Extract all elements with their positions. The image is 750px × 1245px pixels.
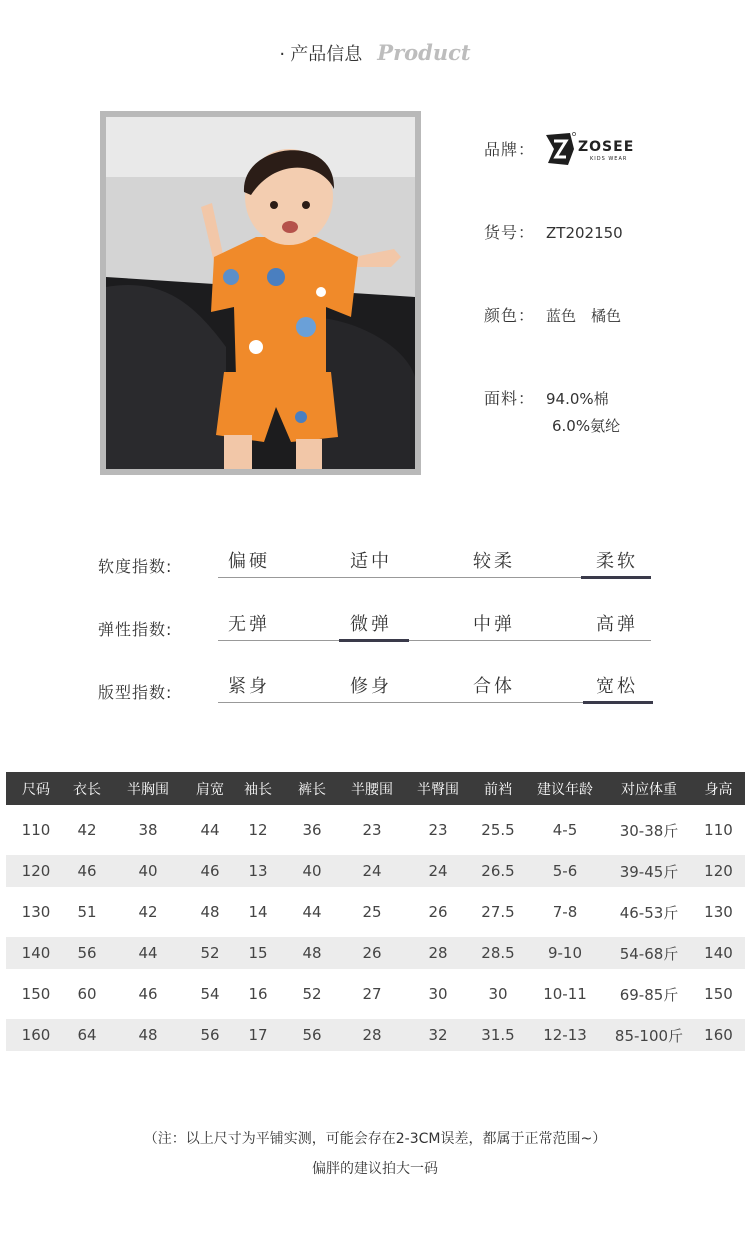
color-value: 蓝色 橘色 (546, 307, 622, 325)
cell-length: 46 (77, 862, 97, 880)
cell-sleeve: 13 (248, 862, 268, 880)
cell-rise: 27.5 (481, 903, 515, 921)
fabric-row (484, 386, 609, 409)
cell-half-chest: 44 (138, 944, 158, 962)
cell-shoulder: 56 (200, 1026, 220, 1044)
product-photo-frame (100, 111, 421, 475)
brand-row (484, 137, 546, 160)
fit-option-2: 修身 (350, 676, 392, 697)
cell-half-waist: 24 (362, 862, 382, 880)
cell-sleeve: 17 (248, 1026, 268, 1044)
fit-option-4: 宽松 (596, 676, 638, 697)
elasticity-selected-marker (339, 639, 409, 642)
table-row (6, 1019, 745, 1051)
cell-weight: 54-68斤 (619, 944, 679, 963)
sku-row (484, 220, 623, 243)
cell-size: 120 (21, 862, 51, 880)
fit-option-3: 合体 (473, 676, 515, 697)
cell-half-hip: 23 (428, 821, 448, 839)
cell-height: 160 (704, 1026, 733, 1044)
cell-age: 10-11 (543, 985, 587, 1003)
cell-age: 12-13 (543, 1026, 587, 1044)
cell-sleeve: 15 (248, 944, 268, 962)
fit-label: 版型指数: (98, 683, 173, 702)
cell-half-hip: 32 (428, 1026, 448, 1044)
softness-label: 软度指数: (98, 557, 173, 576)
table-row (6, 969, 745, 1019)
cell-half-chest: 38 (138, 821, 158, 839)
cell-age: 7-8 (552, 903, 578, 921)
softness-option-4: 柔软 (596, 551, 638, 572)
cell-shoulder: 54 (200, 985, 220, 1003)
elasticity-option-3: 中弹 (473, 614, 515, 635)
table-header-row (6, 772, 745, 805)
cell-half-hip: 30 (428, 985, 448, 1003)
fit-selected-marker (583, 701, 653, 704)
table-row (6, 805, 745, 855)
cell-half-hip: 26 (428, 903, 448, 921)
cell-half-hip: 28 (428, 944, 448, 962)
cell-half-waist: 23 (362, 821, 382, 839)
cell-size: 140 (21, 944, 51, 962)
fit-option-1: 紧身 (228, 676, 270, 697)
cell-size: 150 (21, 985, 51, 1003)
sku-label: 货号： (484, 223, 536, 242)
cell-shoulder: 46 (200, 862, 220, 880)
cell-half-waist: 26 (362, 944, 382, 962)
elasticity-option-4: 高弹 (596, 614, 638, 635)
header-half-hip: 半臀围 (417, 781, 459, 798)
elasticity-option-2: 微弹 (350, 614, 392, 635)
table-row (6, 855, 745, 887)
cell-half-chest: 48 (138, 1026, 158, 1044)
header-rise: 前裆 (484, 781, 512, 798)
cell-length: 56 (77, 944, 97, 962)
cell-pants-length: 56 (302, 1026, 322, 1044)
elasticity-option-1: 无弹 (228, 614, 270, 635)
softness-option-1: 偏硬 (228, 551, 270, 572)
fabric-row-2 (552, 415, 620, 436)
cell-half-chest: 42 (138, 903, 158, 921)
header-height: 身高 (704, 781, 733, 798)
cell-rise: 31.5 (481, 1026, 515, 1044)
brand-subtitle: KIDS WEAR (590, 156, 628, 162)
cell-weight: 85-100斤 (614, 1026, 684, 1045)
product-photo (106, 117, 415, 469)
size-table (6, 772, 745, 1051)
table-row (6, 887, 745, 937)
cell-height: 150 (704, 985, 733, 1003)
section-header (0, 40, 750, 70)
header-length: 衣长 (73, 781, 101, 798)
cell-length: 64 (77, 1026, 97, 1044)
cell-weight: 39-45斤 (619, 862, 679, 881)
cell-height: 120 (704, 862, 733, 880)
cell-pants-length: 44 (302, 903, 322, 921)
cell-sleeve: 12 (248, 821, 268, 839)
measurement-note: （注：以上尺寸为平铺实测，可能会存在2-3CM误差，都属于正常范围~） (143, 1131, 607, 1147)
header-title-zh: 产品信息 (290, 44, 363, 65)
cell-half-waist: 28 (362, 1026, 382, 1044)
child-photo-illustration (106, 117, 415, 469)
header-title-en: Product (377, 40, 471, 65)
cell-pants-length: 40 (302, 862, 322, 880)
cell-sleeve: 16 (248, 985, 268, 1003)
header-half-chest: 半胸围 (127, 781, 169, 798)
cell-half-hip: 24 (428, 862, 448, 880)
cell-length: 51 (77, 903, 97, 921)
cell-weight: 46-53斤 (619, 903, 679, 922)
cell-length: 60 (77, 985, 97, 1003)
elasticity-scale-line (218, 640, 651, 641)
cell-pants-length: 52 (302, 985, 322, 1003)
elasticity-label: 弹性指数: (98, 620, 173, 639)
cell-rise: 26.5 (481, 862, 515, 880)
cell-rise: 30 (488, 985, 508, 1003)
softness-option-3: 较柔 (473, 551, 515, 572)
cell-half-chest: 40 (138, 862, 158, 880)
cell-age: 4-5 (552, 821, 578, 839)
brand-label: 品牌： (484, 140, 536, 159)
cell-pants-length: 36 (302, 821, 322, 839)
cell-weight: 30-38斤 (619, 821, 679, 840)
cell-size: 160 (21, 1026, 51, 1044)
header-size: 尺码 (22, 781, 50, 798)
softness-selected-marker (581, 576, 651, 579)
fabric-line-2: 6.0%氨纶 (552, 417, 621, 435)
cell-height: 110 (704, 821, 733, 839)
header-weight: 对应体重 (621, 781, 677, 798)
cell-rise: 25.5 (481, 821, 515, 839)
cell-weight: 69-85斤 (619, 985, 679, 1004)
cell-height: 130 (704, 903, 733, 921)
fabric-line-1: 94.0%棉 (546, 390, 609, 408)
cell-shoulder: 48 (200, 903, 220, 921)
header-pants-length: 裤长 (298, 781, 326, 798)
header-sleeve: 袖长 (244, 781, 272, 798)
softness-option-2: 适中 (350, 551, 392, 572)
cell-length: 42 (77, 821, 97, 839)
cell-half-waist: 27 (362, 985, 382, 1003)
cell-shoulder: 44 (200, 821, 220, 839)
header-shoulder: 肩宽 (196, 781, 224, 798)
color-label: 颜色： (484, 306, 536, 325)
cell-half-waist: 25 (362, 903, 382, 921)
table-row (6, 937, 745, 969)
cell-age: 5-6 (552, 862, 578, 880)
cell-age: 9-10 (547, 944, 583, 962)
cell-size: 130 (21, 903, 51, 921)
sku-value: ZT202150 (546, 224, 623, 242)
header-age: 建议年龄 (537, 781, 593, 798)
cell-pants-length: 48 (302, 944, 322, 962)
size-advice-note: 偏胖的建议拍大一码 (312, 1161, 438, 1177)
cell-half-chest: 46 (138, 985, 158, 1003)
brand-name: ZOSEE (578, 139, 635, 155)
cell-height: 140 (704, 944, 733, 962)
cell-size: 110 (21, 821, 51, 839)
cell-rise: 28.5 (481, 944, 515, 962)
header-half-waist: 半腰围 (351, 781, 393, 798)
cell-sleeve: 14 (248, 903, 268, 921)
header-dot: · (279, 44, 286, 65)
fabric-label: 面料： (484, 389, 536, 408)
color-row (484, 303, 621, 326)
cell-shoulder: 52 (200, 944, 220, 962)
